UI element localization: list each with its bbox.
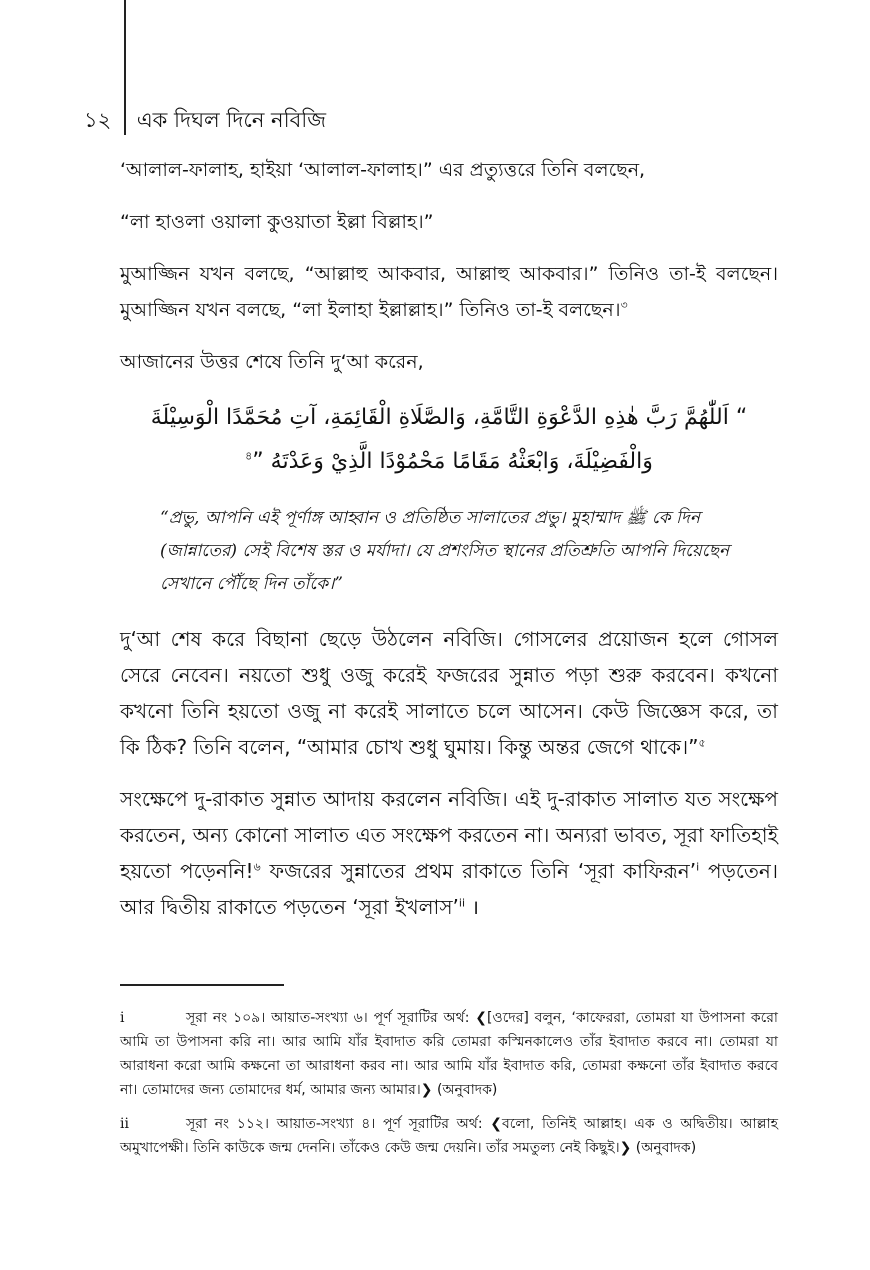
paragraph-dua-intro <box>120 344 778 380</box>
page-number: ১২ <box>84 108 112 132</box>
footnote-divider <box>120 984 284 986</box>
paragraph-sunnah-rakat <box>120 781 778 925</box>
footnote-text: সূরা নং ১০৯। আয়াত-সংখ্যা ৬। পূর্ণ সূরাটির অর্থ: ❮[ওদের] বলুন, ‘কাফেররা, তোমরা যা উপাসনা করো আমি তা উপাসনা করি না। আর আমি যাঁর ইবাদাত করি তোমরা কস্মিনকালেও তাঁর ইবাদাত করবে না। তোমরা যা আরাধনা করো আমি কক্ষনো তা আরাধনা করব না। আর আমি যাঁর ইবাদাত করি, তোমরা কক্ষনো তাঁর ইবাদাত করবে না। তোমাদের জন্য তোমাদের ধর্ম, আমার জন্য আমার।❯ (অনুবাদক) <box>120 1010 778 1098</box>
paragraph-text: পড়তেন। আর দ্বিতীয় রাকাতে পড়তেন ‘সূরা ইখলাস’ <box>120 859 778 919</box>
reference-mark: ৬ <box>253 860 261 874</box>
arabic-dua <box>120 396 778 484</box>
arabic-line-with-ref <box>120 440 778 484</box>
paragraph-text: । <box>465 895 479 919</box>
main-text <box>120 152 778 941</box>
paragraph-after-dua <box>120 621 778 765</box>
arabic-line: وَالْفَضِيْلَةَ، وَابْعَثْهُ مَقَامًا مَحْمُوْدًا الَّذِيْ وَعَدْتَهُ ” <box>252 449 653 474</box>
footnote-mark: ii <box>458 896 466 910</box>
running-head <box>84 104 326 139</box>
footnote-number: ii <box>120 1116 129 1132</box>
paragraph-text: ‘আলাল-ফালাহ, হাইয়া ‘আলাল-ফালাহ।” এর প্রত্যুত্তরে তিনি বলছেন, <box>120 159 646 181</box>
footnote-number: i <box>120 1010 125 1026</box>
reference-mark: ৩ <box>620 298 628 312</box>
paragraph-text: সংক্ষেপে দু-রাকাত সুন্নাত আদায় করলেন নবিজি। এই দু-রাকাত সালাত যত সংক্ষেপ করতেন, অন্য কোনো সালাত এত সংক্ষেপ করতেন না। অন্যরা ভাবত, সূরা ফাতিহাই হয়তো পড়েননি! <box>120 787 778 883</box>
paragraph-text: “লা হাওলা ওয়ালা কুওয়াতা ইল্লা বিল্লাহ।” <box>120 211 434 233</box>
reference-mark: ৫ <box>698 736 706 750</box>
reference-mark: ৪ <box>245 449 253 463</box>
paragraph-text: মুআজ্জিন যখন বলছে, “আল্লাহু আকবার, আল্লাহু আকবার।” তিনিও তা-ই বলছেন। মুআজ্জিন যখন বলছে, “লা ইলাহা ইল্লাল্লাহ।” তিনিও তা-ই বলছেন। <box>120 263 778 321</box>
paragraph-text: দু‘আ শেষ করে বিছানা ছেড়ে উঠলেন নবিজি। গোসলের প্রয়োজন হলে গোসল সেরে নেবেন। নয়তো শুধু ওজু করেই ফজরের সুন্নাত পড়া শুরু করবেন। কখনো কখনো তিনি হয়তো ওজু না করেই সালাতে চলে আসেন। কেউ জিজ্ঞেস করে, তা কি ঠিক? তিনি বলেন, “আমার চোখ শুধু ঘুমায়। কিন্তু অন্তর জেগে থাকে।” <box>120 627 778 759</box>
footnote <box>120 1112 778 1160</box>
dua-translation <box>160 502 738 601</box>
paragraph-text: আজানের উত্তর শেষে তিনি দু‘আ করেন, <box>120 351 424 373</box>
footnotes <box>120 1006 778 1170</box>
arabic-line: “ اَللّٰهُمَّ رَبَّ هٰذِهِ الدَّعْوَةِ التَّامَّةِ، وَالصَّلَاةِ الْقَائِمَةِ، آتِ مُحَمَّدًا الْوَسِيْلَةَ <box>150 405 748 430</box>
paragraph-muadhdhin <box>120 256 778 328</box>
paragraph-adhan-response <box>120 152 778 188</box>
paragraph-hawqala <box>120 204 778 240</box>
paragraph-text: ফজরের সুন্নাতের প্রথম রাকাতে তিনি ‘সূরা কাফিরূন’ <box>260 859 697 883</box>
book-title: এক দিঘল দিনে নবিজি <box>136 108 327 132</box>
translation-text: “প্রভু, আপনি এই পূর্ণাঙ্গ আহ্বান ও প্রতিষ্ঠিত সালাতের প্রভু। মুহাম্মাদ ﷺ কে দিন (জান্নাতের) সেই বিশেষ স্তর ও মর্যাদা। যে প্রশংসিত স্থানের প্রতিশ্রুতি আপনি দিয়েছেন সেখানে পৌঁছে দিন তাঁকে।” <box>160 508 730 594</box>
footnote-text: সূরা নং ১১২। আয়াত-সংখ্যা ৪। পূর্ণ সূরাটির অর্থ: ❮বলো, তিনিই আল্লাহ। এক ও অদ্বিতীয়। আল্লাহ অমুখাপেক্ষী। তিনি কাউকে জন্ম দেননি। তাঁকেও কেউ জন্ম দেয়নি। তাঁর সমতুল্য নেই কিছুই।❯ (অনুবাদক) <box>120 1116 778 1156</box>
footnote <box>120 1006 778 1102</box>
footnote-mark: i <box>696 860 700 874</box>
